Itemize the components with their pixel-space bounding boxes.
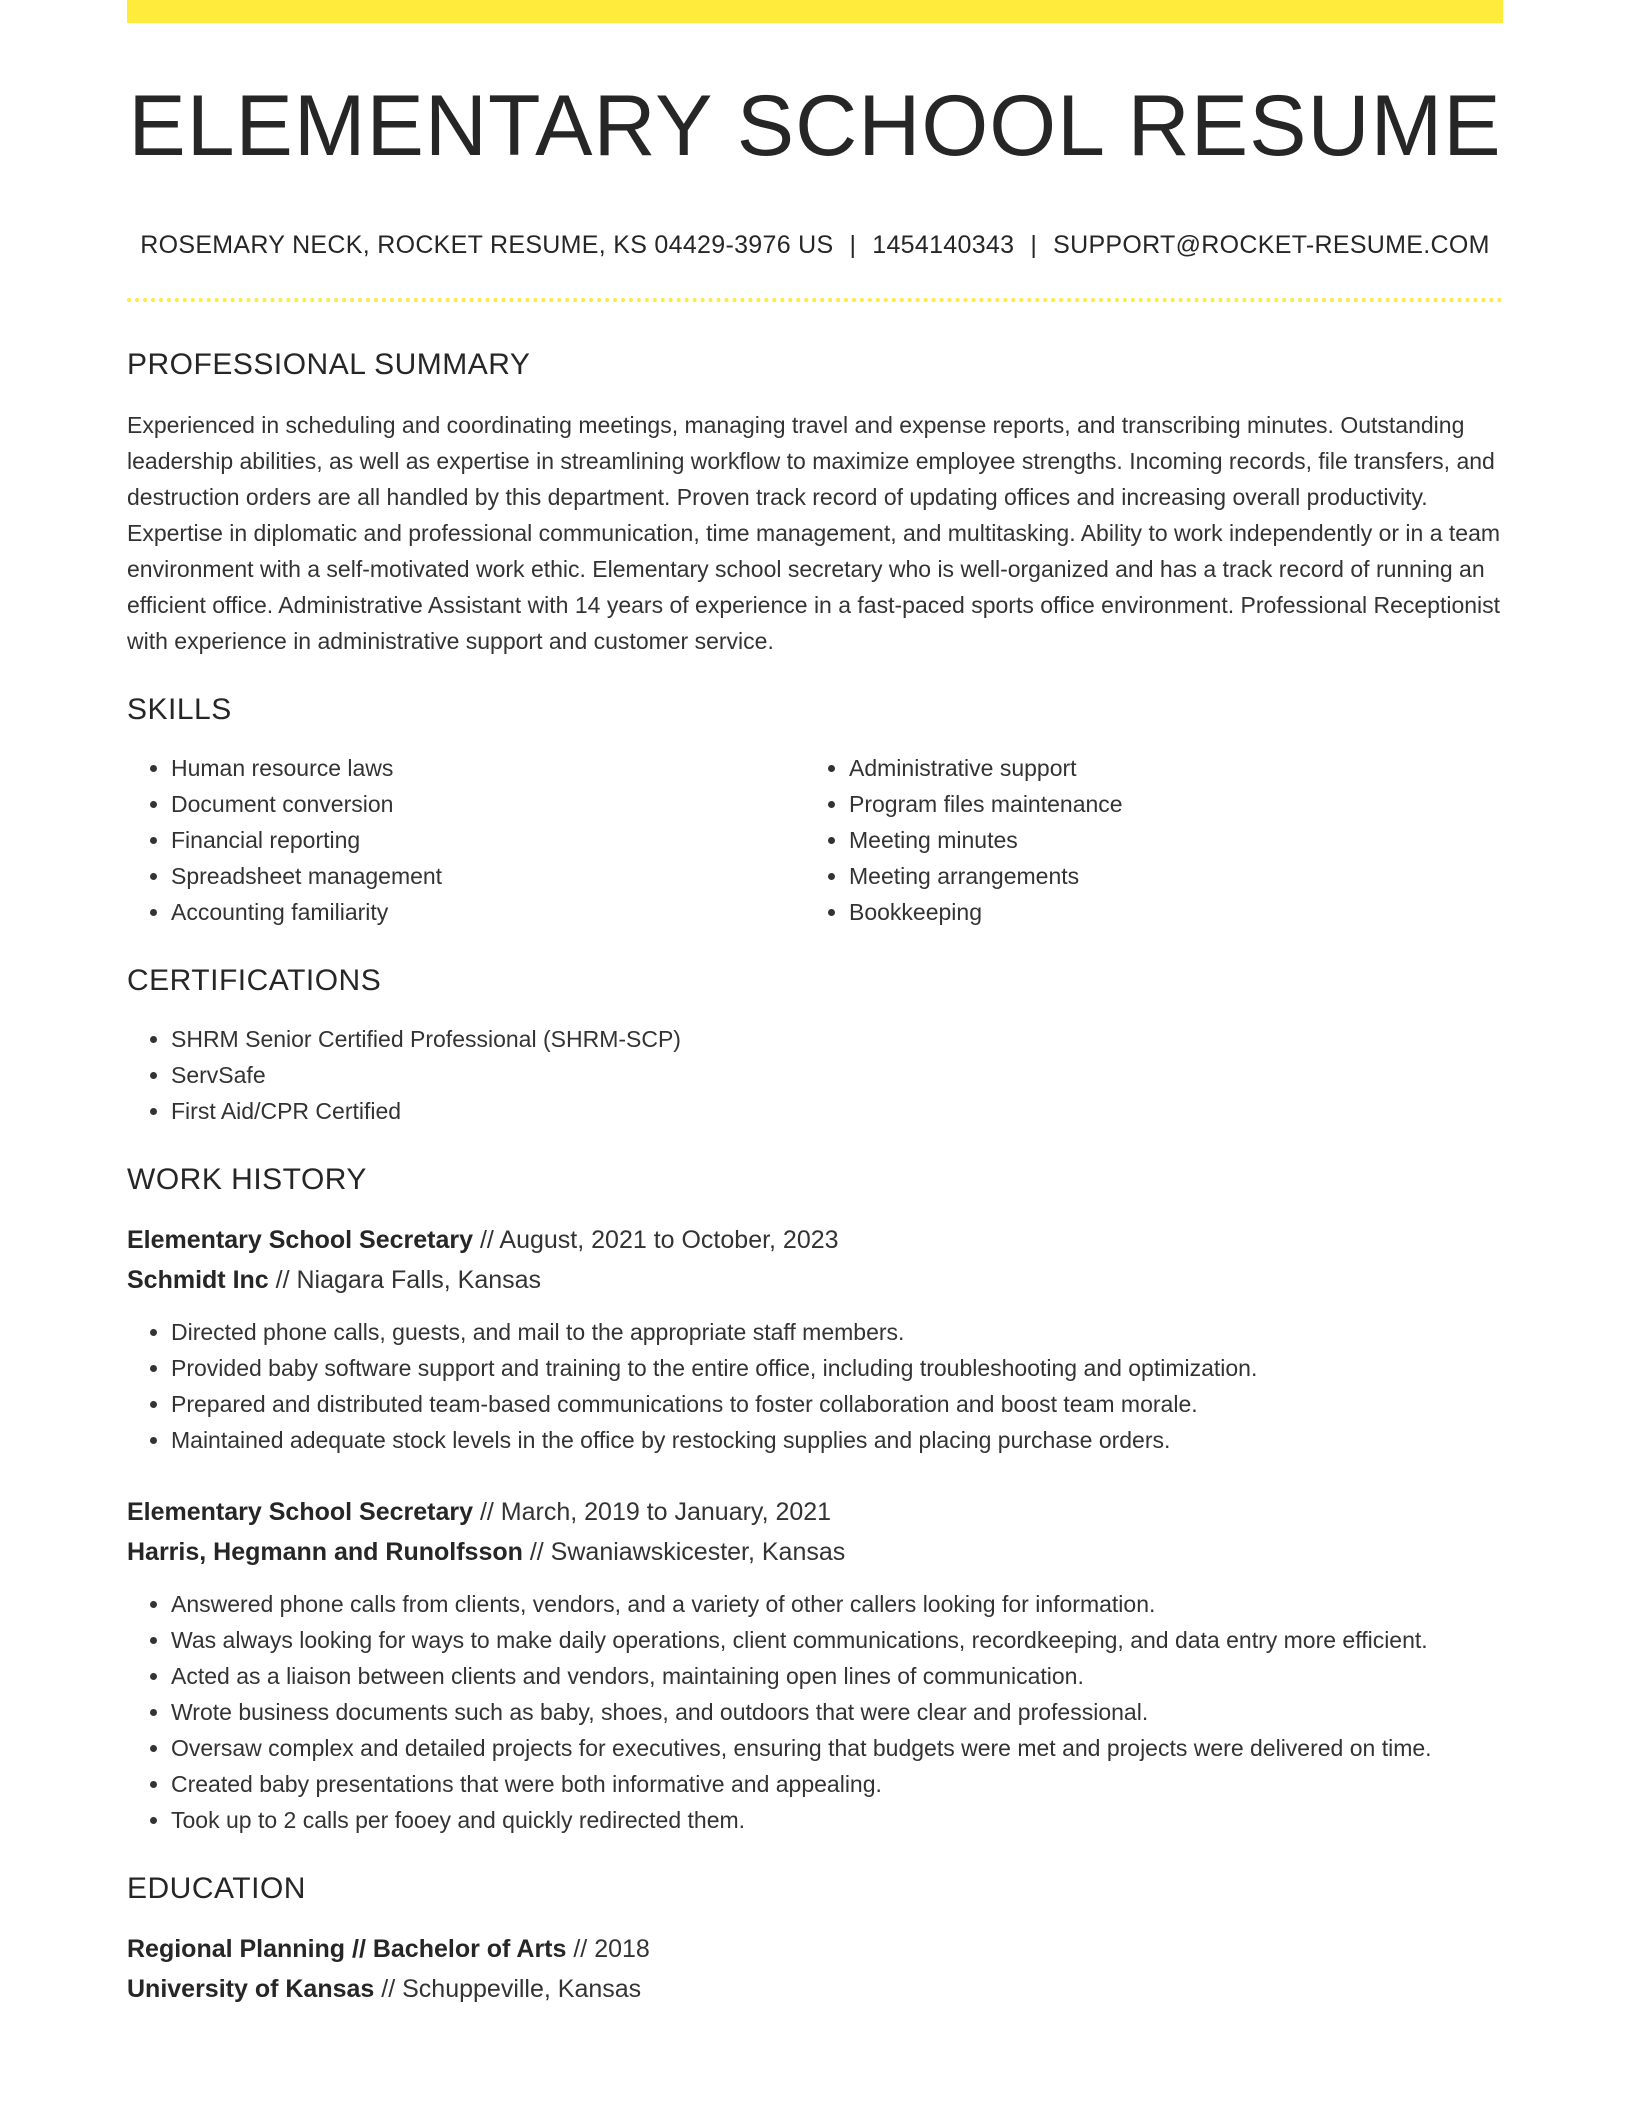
section-heading-skills: SKILLS (127, 693, 232, 726)
skill-item: • Bookkeeping (849, 894, 1483, 930)
skills-grid (127, 750, 1503, 930)
job-entry (127, 1220, 1503, 1458)
job-duty: • Oversaw complex and detailed projects for executives, ensuring that budgets were met and projects were delivered on time. (171, 1730, 1503, 1766)
summary-text: Experienced in scheduling and coordinating meetings, managing travel and expense reports, and transcribing minutes. Outstanding leadership abilities, as well as expertise in streamlining workflow to maximize employee strengths. Incoming records, file transfers, and destruction orders are all handled by this department. Proven track record of updating offices and increasing overall productivity. Expertise in diplomatic and professional communication, time management, and multitasking. Ability to work independently or in a team environment with a self-motivated work ethic. Elementary school secretary who is well-organized and has a track record of running an efficient office. Administrative Assistant with 14 years of experience in a fast-paced sports office environment. Professional Receptionist with experience in administrative support and customer service. (127, 412, 1501, 654)
contact-phone[interactable]: 1454140343 (872, 231, 1015, 259)
job-duty: • Answered phone calls from clients, vendors, and a variety of other callers looking for information. (171, 1586, 1503, 1622)
job-duty: • Prepared and distributed team-based communications to foster collaboration and boost team morale. (171, 1386, 1503, 1422)
skills-list-left (127, 750, 805, 930)
job-title: Elementary School Secretary (127, 1226, 473, 1254)
job-duty: • Was always looking for ways to make daily operations, client communications, recordkeeping, and data entry more efficient. (171, 1622, 1503, 1658)
resume-page (127, 0, 1503, 2009)
section-heading-education: EDUCATION (127, 1872, 306, 1905)
section-heading-certifications: CERTIFICATIONS (127, 964, 382, 997)
skill-item: • Accounting familiarity (171, 894, 805, 930)
accent-top-bar (127, 0, 1503, 23)
job-duty: • Took up to 2 calls per fooey and quickly redirected them. (171, 1802, 1503, 1838)
skills-list-right (805, 750, 1483, 930)
certification-item: • SHRM Senior Certified Professional (SHRM-SCP) (171, 1021, 1503, 1057)
certification-item: • First Aid/CPR Certified (171, 1093, 1503, 1129)
skill-item: • Financial reporting (171, 822, 805, 858)
skill-item: • Meeting arrangements (849, 858, 1483, 894)
skill-item: • Program files maintenance (849, 786, 1483, 822)
job-company-line (127, 1532, 1503, 1572)
contact-email[interactable]: SUPPORT@ROCKET-RESUME.COM (1053, 231, 1490, 259)
contact-address: ROSEMARY NECK, ROCKET RESUME, KS 04429-3976 US (140, 231, 834, 259)
job-duty: • Wrote business documents such as baby, shoes, and outdoors that were clear and professional. (171, 1694, 1503, 1730)
education-degree-line (127, 1929, 1503, 1969)
job-company-line (127, 1260, 1503, 1300)
contact-separator: | (849, 231, 857, 259)
skill-item: • Human resource laws (171, 750, 805, 786)
contact-line (127, 231, 1503, 260)
job-entry (127, 1492, 1503, 1838)
job-duties-list (127, 1314, 1503, 1458)
education-entry (127, 1929, 1503, 2009)
job-duty: • Acted as a liaison between clients and vendors, maintaining open lines of communication. (171, 1658, 1503, 1694)
job-duty: • Created baby presentations that were both informative and appealing. (171, 1766, 1503, 1802)
section-heading-summary: PROFESSIONAL SUMMARY (127, 348, 531, 381)
job-title: Elementary School Secretary (127, 1498, 473, 1526)
certifications-list (127, 1021, 1503, 1129)
job-dates: // March, 2019 to January, 2021 (479, 1498, 832, 1526)
education-location: // Schuppeville, Kansas (381, 1975, 642, 2003)
education-school: University of Kansas (127, 1975, 375, 2003)
education-year: // 2018 (573, 1935, 650, 1963)
dotted-divider (127, 298, 1503, 302)
job-location: // Swaniawskicester, Kansas (529, 1538, 846, 1566)
skill-item: • Spreadsheet management (171, 858, 805, 894)
job-duty: • Provided baby software support and training to the entire office, including troubleshooting and optimization. (171, 1350, 1503, 1386)
education-school-line (127, 1969, 1503, 2009)
job-title-line (127, 1220, 1503, 1260)
job-duties-list (127, 1586, 1503, 1838)
skill-item: • Document conversion (171, 786, 805, 822)
education-degree: Regional Planning // Bachelor of Arts (127, 1935, 567, 1963)
page-title: ELEMENTARY SCHOOL RESUME (128, 78, 1502, 174)
job-duty: • Maintained adequate stock levels in the office by restocking supplies and placing purchase orders. (171, 1422, 1503, 1458)
certification-item: • ServSafe (171, 1057, 1503, 1093)
job-company: Schmidt Inc (127, 1266, 269, 1294)
job-duty: • Directed phone calls, guests, and mail to the appropriate staff members. (171, 1314, 1503, 1350)
job-location: // Niagara Falls, Kansas (275, 1266, 542, 1294)
skill-item: • Meeting minutes (849, 822, 1483, 858)
job-dates: // August, 2021 to October, 2023 (479, 1226, 839, 1254)
job-company: Harris, Hegmann and Runolfsson (127, 1538, 523, 1566)
section-heading-work-history: WORK HISTORY (127, 1163, 367, 1196)
skill-item: • Administrative support (849, 750, 1483, 786)
contact-separator: | (1030, 231, 1038, 259)
job-title-line (127, 1492, 1503, 1532)
